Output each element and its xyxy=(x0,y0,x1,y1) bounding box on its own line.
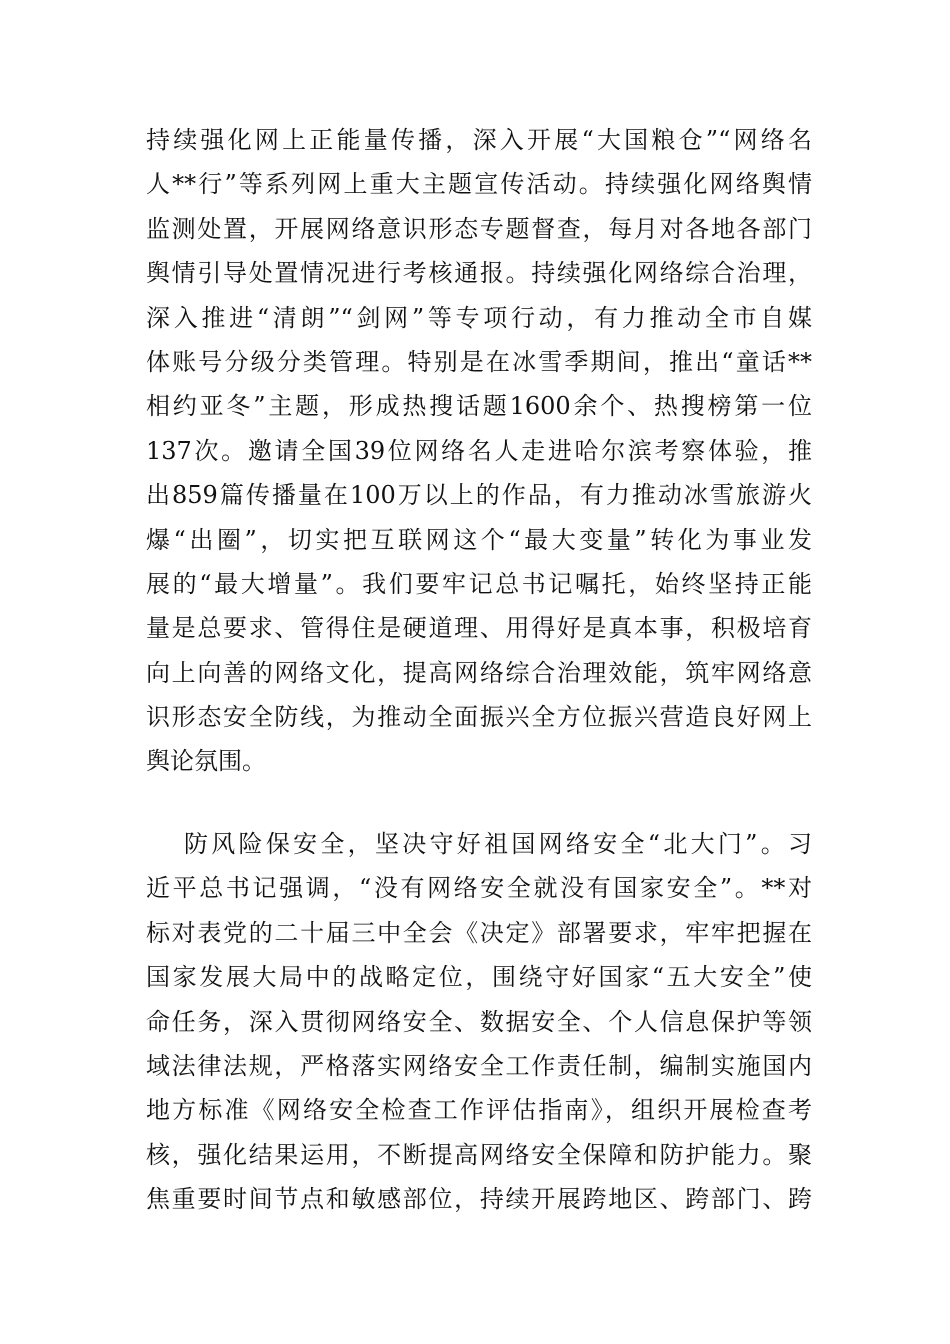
text-line: 体账号分级分类管理。特别是在冰雪季期间，推出“童话** xyxy=(146,347,812,376)
text-line: 命任务，深入贯彻网络安全、数据安全、个人信息保护等领 xyxy=(146,1007,812,1036)
text-line: 展的“最大增量”。我们要牢记总书记嘱托，始终坚持正能 xyxy=(146,569,812,598)
text-line: 标对表党的二十届三中全会《决定》部署要求，牢牢把握在 xyxy=(146,918,812,947)
text-line: 监测处置，开展网络意识形态专题督查，每月对各地各部门 xyxy=(146,214,812,243)
text-line: 核，强化结果运用，不断提高网络安全保障和防护能力。聚 xyxy=(146,1140,812,1169)
text-line: 舆论氛围。 xyxy=(146,747,266,776)
text-line: 焦重要时间节点和敏感部位，持续开展跨地区、跨部门、跨 xyxy=(146,1185,812,1214)
text-line: 向上向善的网络文化，提高网络综合治理效能，筑牢网络意 xyxy=(146,658,812,687)
text-line: 出859篇传播量在100万以上的作品，有力推动冰雪旅游火 xyxy=(146,481,812,510)
paragraph-2 xyxy=(146,822,812,1222)
text-line: 识形态安全防线，为推动全面振兴全方位振兴营造良好网上 xyxy=(146,703,812,732)
text-line: 深入推进“清朗”“剑网”等专项行动，有力推动全市自媒 xyxy=(146,303,812,332)
text-line: 地方标准《网络安全检查工作评估指南》，组织开展检查考 xyxy=(146,1096,812,1125)
text-line: 舆情引导处置情况进行考核通报。持续强化网络综合治理， xyxy=(146,259,812,288)
text-line: 量是总要求、管得住是硬道理、用得好是真本事，积极培育 xyxy=(146,614,812,643)
text-line: 近平总书记强调，“没有网络安全就没有国家安全”。**对 xyxy=(146,874,812,903)
text-line: 人**行”等系列网上重大主题宣传活动。持续强化网络舆情 xyxy=(146,170,812,199)
text-line: 137次。邀请全国39位网络名人走进哈尔滨考察体验，推 xyxy=(146,436,812,465)
text-line: 相约亚冬”主题，形成热搜话题1600余个、热搜榜第一位 xyxy=(146,392,812,421)
text-line: 爆“出圈”，切实把互联网这个“最大变量”转化为事业发 xyxy=(146,525,812,554)
text-line: 防风险保安全，坚决守好祖国网络安全“北大门”。习 xyxy=(184,830,812,858)
paragraph-1 xyxy=(146,118,812,784)
text-line: 持续强化网上正能量传播，深入开展“大国粮仓”“网络名 xyxy=(146,126,812,154)
text-line: 域法律法规，严格落实网络安全工作责任制，编制实施国内 xyxy=(146,1051,812,1080)
text-line: 国家发展大局中的战略定位，围绕守好国家“五大安全”使 xyxy=(146,963,812,992)
